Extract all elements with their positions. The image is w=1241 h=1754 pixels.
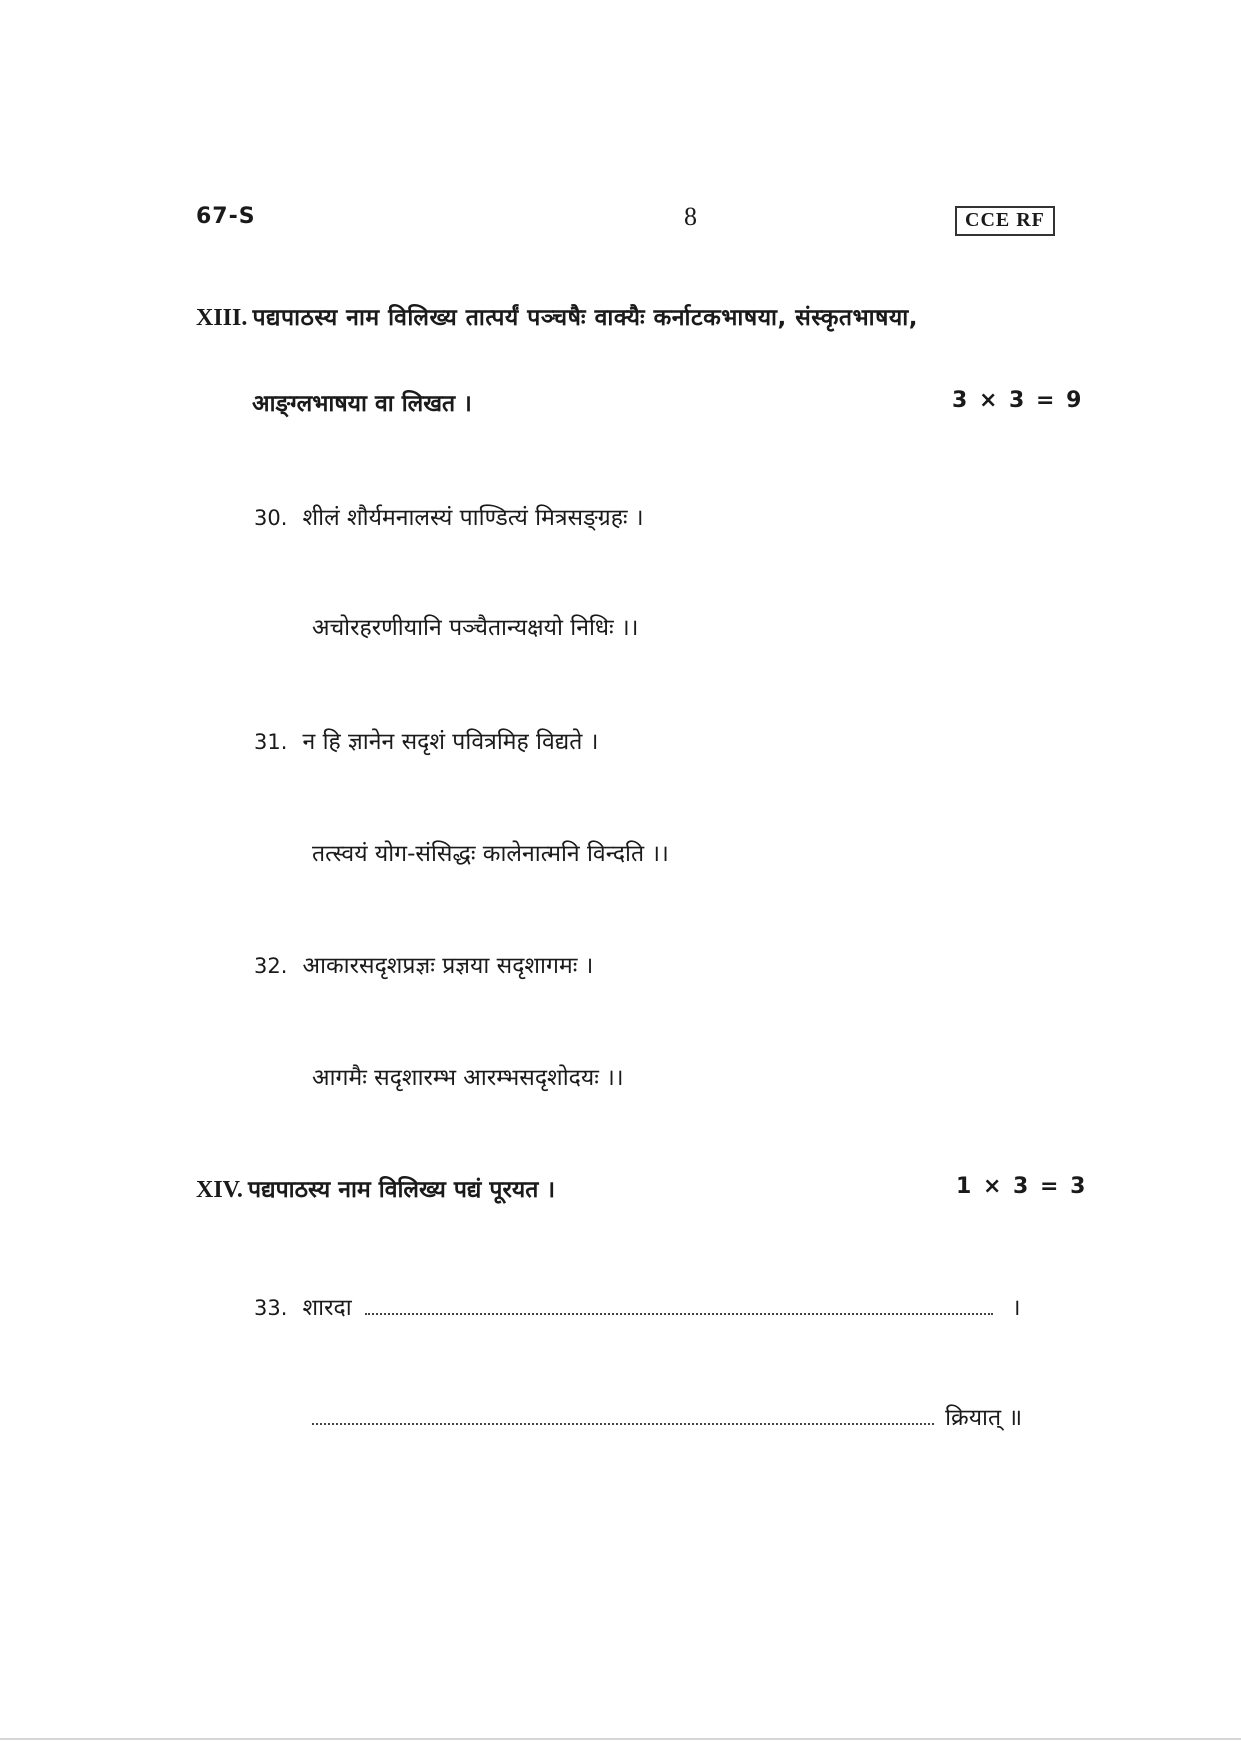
page-number: 8 <box>684 202 697 231</box>
section-13-instruction-line2: आङ्ग्लभाषया वा लिखत । <box>252 391 472 417</box>
item-33-line2 <box>312 1400 1022 1432</box>
item-33-blank-line2 <box>312 1422 934 1425</box>
section-13-number: XIII. <box>196 305 248 331</box>
section-13-instruction-line1: पद्यपाठस्य नाम विलिख्य तात्पर्यं पञ्चषैः वाक्यैः कर्नाटकभाषया, संस्कृतभाषया, <box>252 305 918 331</box>
section-14-heading <box>196 1172 555 1204</box>
item-31-line1 <box>254 724 598 756</box>
item-33-end-word: क्रियात् ॥ <box>945 1405 1023 1431</box>
item-31-verse-line2: तत्स्वयं योग-संसिद्धः कालेनात्मनि विन्दति ।। <box>312 841 669 867</box>
section-14-instruction: पद्यपाठस्य नाम विलिख्य पद्यं पूरयत । <box>248 1177 556 1203</box>
item-33-line1-end: । <box>1011 1295 1021 1321</box>
item-30-number: 30. <box>254 506 288 530</box>
paper-code: 67-S <box>196 204 256 229</box>
section-13-marks: 3 × 3 = 9 <box>952 388 1084 413</box>
item-33-start-word: शारदा <box>302 1295 352 1321</box>
scan-bottom-edge <box>0 1738 1241 1740</box>
item-33-line1 <box>254 1290 1021 1322</box>
item-32-line1 <box>254 948 593 980</box>
section-13-heading <box>196 300 918 332</box>
item-32-number: 32. <box>254 954 288 978</box>
item-30-verse-line2: अचोरहरणीयानि पञ्चैतान्यक्षयो निधिः ।। <box>312 615 639 641</box>
item-33-number: 33. <box>254 1296 288 1320</box>
item-31-number: 31. <box>254 730 288 754</box>
section-14-marks: 1 × 3 = 3 <box>956 1174 1088 1199</box>
item-33-blank-line1 <box>365 1312 993 1315</box>
section-14-number: XIV. <box>196 1177 243 1203</box>
item-32-verse-line2: आगमैः सदृशारम्भ आरम्भसदृशोदयः ।। <box>312 1065 624 1091</box>
item-30-verse-line1: शीलं शौर्यमनालस्यं पाण्डित्यं मित्रसङ्ग्रहः । <box>302 505 644 531</box>
item-30-line1 <box>254 500 644 532</box>
item-31-verse-line1: न हि ज्ञानेन सदृशं पवित्रमिह विद्यते । <box>302 729 599 755</box>
item-32-verse-line1: आकारसदृशप्रज्ञः प्रज्ञया सदृशागमः । <box>302 953 594 979</box>
cce-rf-stamp: CCE RF <box>955 206 1055 236</box>
